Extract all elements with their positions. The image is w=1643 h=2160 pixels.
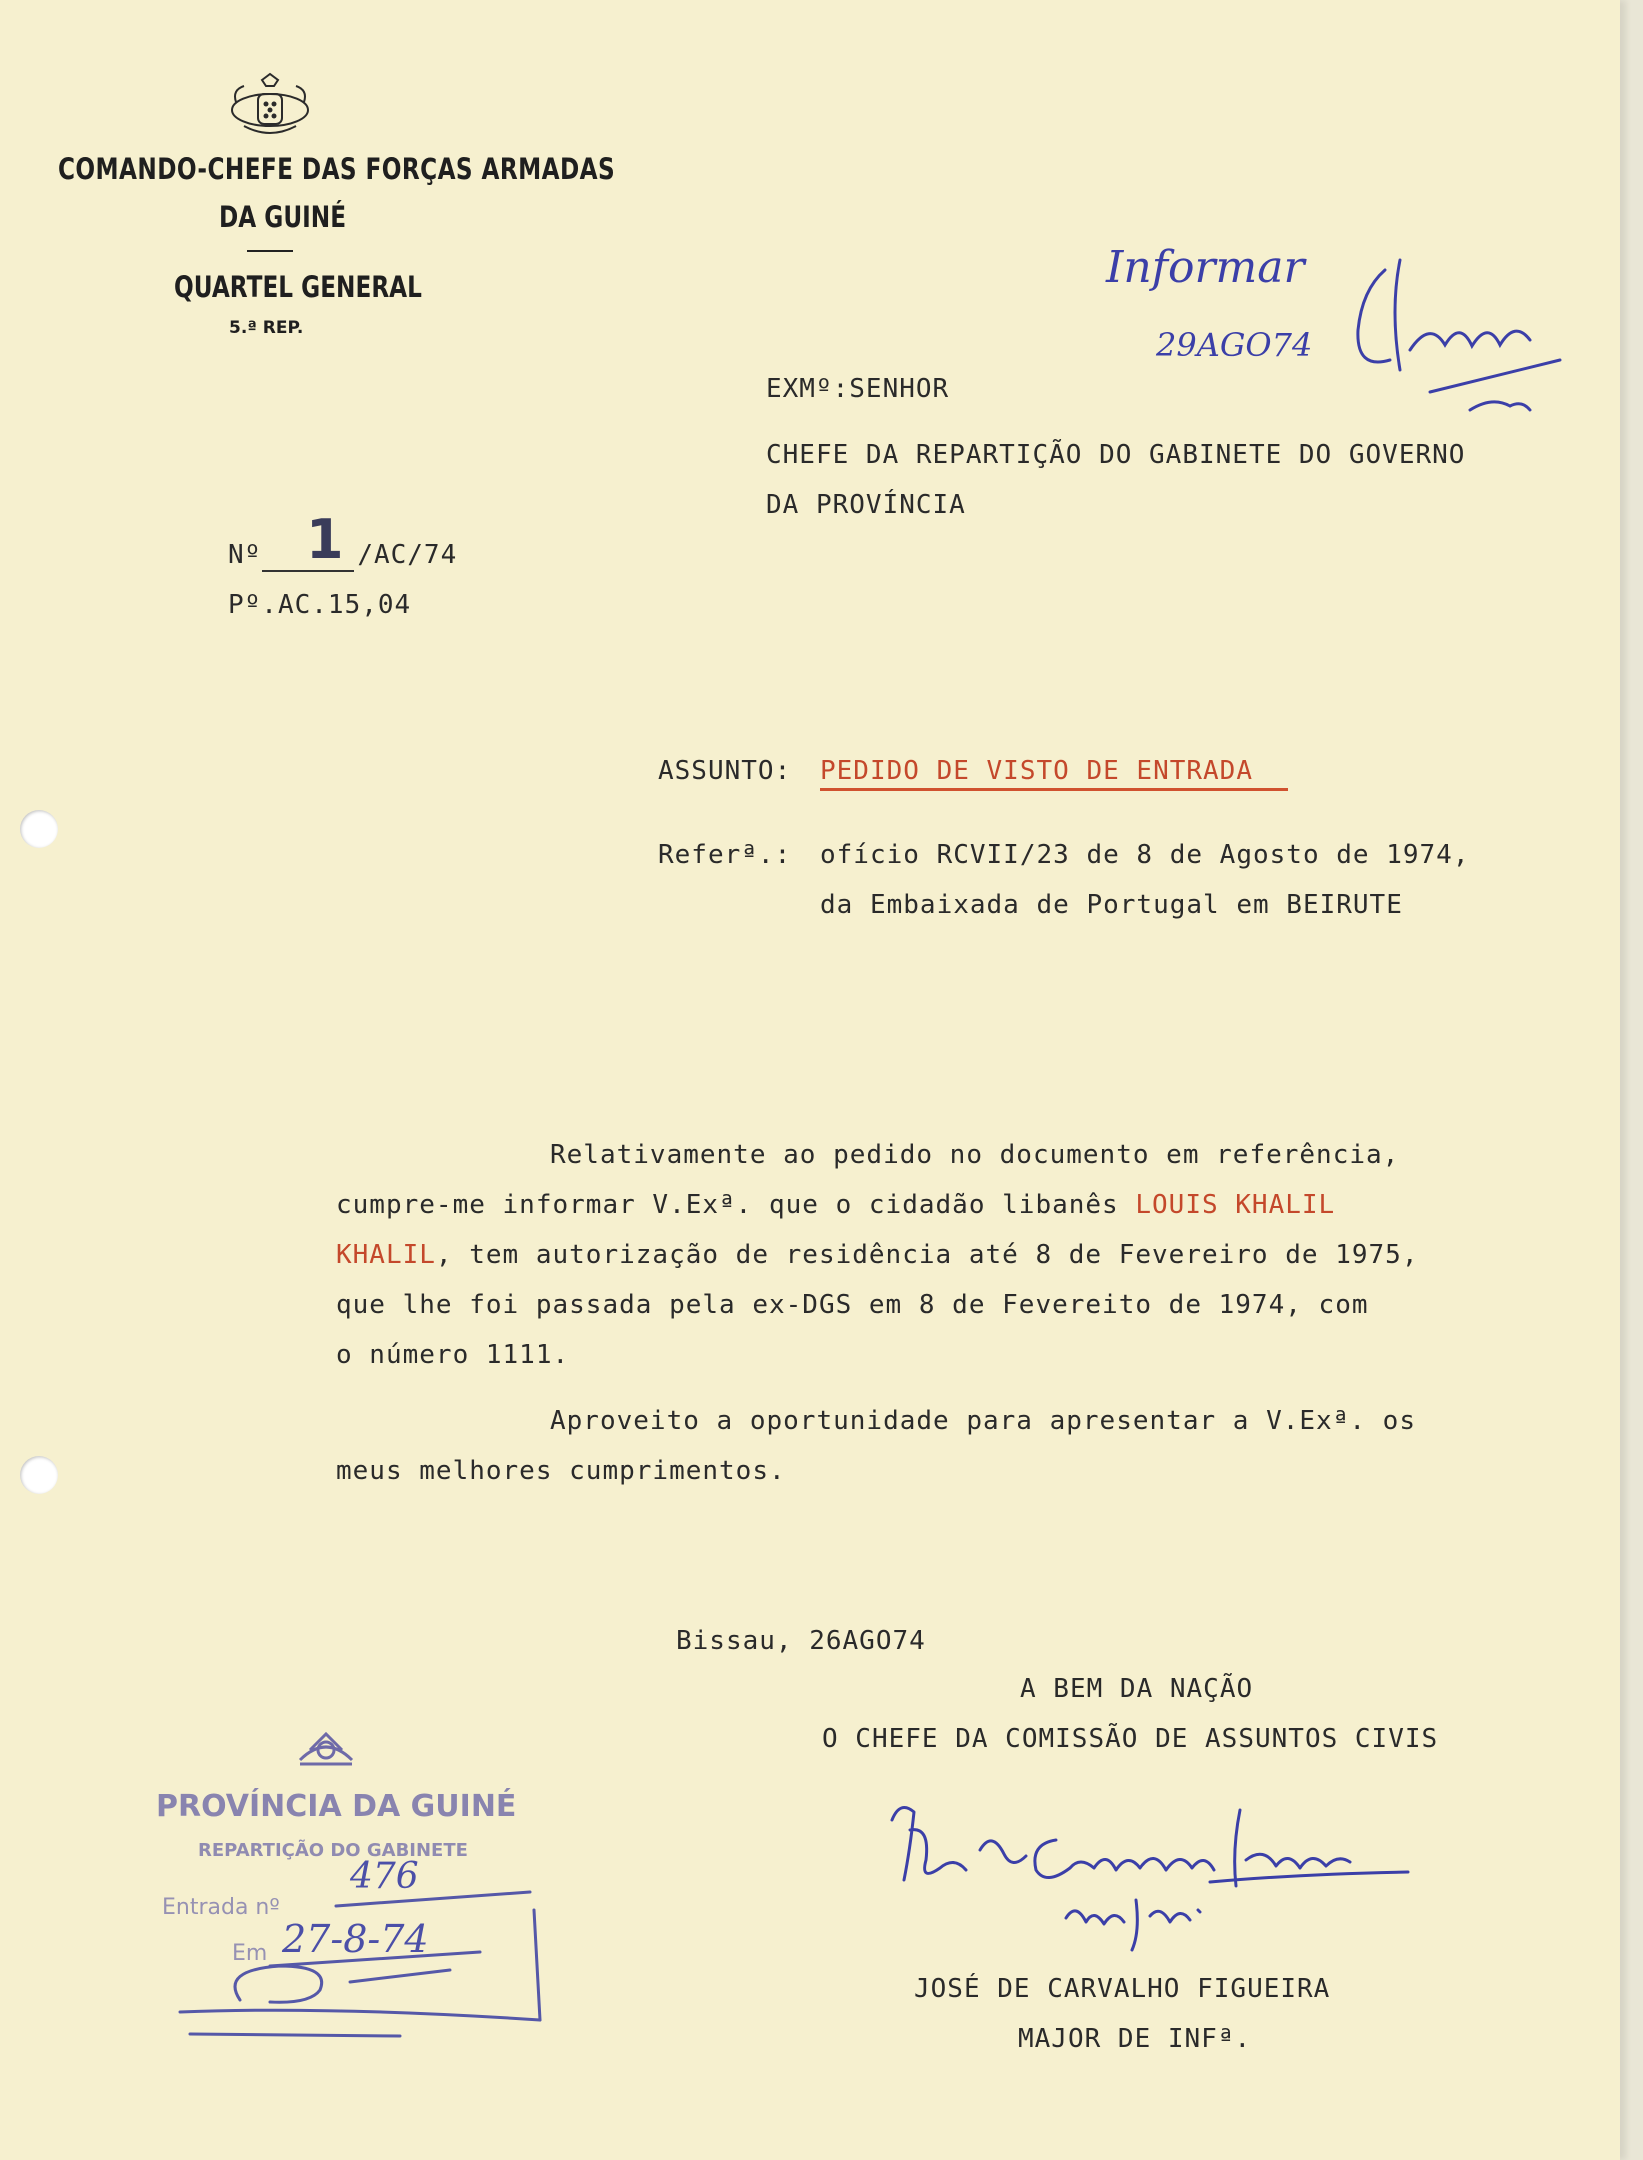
signatory-title: O CHEFE DA COMISSÃO DE ASSUNTOS CIVIS: [822, 1724, 1439, 1754]
reference-number-suffix: /AC/74: [357, 540, 458, 570]
punch-hole-bottom: [20, 1456, 58, 1494]
stamp-province: PROVÍNCIA DA GUINÉ: [156, 1789, 517, 1824]
reference-number-prefix: Nº: [228, 540, 262, 570]
citizen-name: LOUIS KHALIL: [1135, 1190, 1336, 1220]
handwritten-note: [1100, 220, 1580, 430]
body-paragraph-2-line-2: meus melhores cumprimentos.: [336, 1456, 786, 1486]
addressee-salutation: EXMº:SENHOR: [766, 374, 950, 404]
coat-of-arms-icon: [222, 72, 318, 144]
initials-signature-icon: [1358, 260, 1530, 370]
body-paragraph-1-line-3: [336, 1240, 1418, 1270]
letterhead-headquarters: QUARTEL GENERAL: [174, 270, 422, 304]
place-and-date: Bissau, 26AGO74: [676, 1626, 926, 1656]
signatory-name: JOSÉ DE CARVALHO FIGUEIRA: [914, 1974, 1331, 2004]
stamp-date: 27-8-74: [282, 1917, 429, 1961]
letterhead-guinea: DA GUINÉ: [219, 200, 347, 234]
body-paragraph-1-line-1: Relativamente ao pedido no documento em referência,: [550, 1140, 1400, 1170]
reference-label: Referª.:: [658, 840, 792, 870]
stamp-entry-number: 476: [350, 1856, 419, 1897]
body-text: cumpre-me informar V.Exª. que o cidadão libanês: [336, 1190, 1136, 1220]
stamp-date-label: Em: [232, 1941, 268, 1966]
addressee-line-2: DA PROVÍNCIA: [766, 490, 966, 520]
subject-underline: [820, 788, 1288, 791]
addressee-line-1: CHEFE DA REPARTIÇÃO DO GABINETE DO GOVERNO: [766, 440, 1466, 470]
letterhead-command: COMANDO-CHEFE DAS FORÇAS ARMADAS: [58, 152, 616, 186]
stamp-office: REPARTIÇÃO DO GABINETE: [198, 1840, 468, 1861]
reference-line-1: ofício RCVII/23 de 8 de Agosto de 1974,: [820, 840, 1470, 870]
letterhead-divider: [247, 250, 293, 252]
reference-line-2: da Embaixada de Portugal em BEIRUTE: [820, 890, 1403, 920]
citizen-surname: KHALIL: [336, 1240, 436, 1270]
reference-number-value: 1: [306, 508, 344, 571]
letterhead-section: 5.ª REP.: [229, 318, 304, 338]
subject-value: PEDIDO DE VISTO DE ENTRADA: [820, 756, 1253, 786]
handwritten-signature-icon: [880, 1790, 1420, 1960]
body-paragraph-1-line-4: que lhe foi passada pela ex-DGS em 8 de Fevereito de 1974, com: [336, 1290, 1369, 1320]
stamp-entry-label: Entrada nº: [162, 1895, 280, 1920]
subject-label: ASSUNTO:: [658, 756, 792, 786]
handwritten-note-date: 29AGO74: [1156, 326, 1313, 364]
handwritten-note-text: Informar: [1106, 242, 1305, 293]
body-paragraph-2-line-1: Aproveito a oportunidade para apresentar a V.Exª. os: [550, 1406, 1416, 1436]
closing-formula: A BEM DA NAÇÃO: [1020, 1674, 1254, 1704]
signatory-rank: MAJOR DE INFª.: [1018, 2024, 1252, 2054]
body-paragraph-1-line-2: [336, 1190, 1335, 1220]
body-paragraph-1-line-5: o número 1111.: [336, 1340, 570, 1370]
punch-hole-top: [20, 810, 58, 848]
registry-stamp: [150, 1720, 570, 2050]
body-text: , tem autorização de residência até 8 de Fevereiro de 1975,: [435, 1240, 1419, 1270]
stamp-crest-icon: [300, 1734, 352, 1764]
process-number: Pº.AC.15,04: [228, 590, 412, 620]
